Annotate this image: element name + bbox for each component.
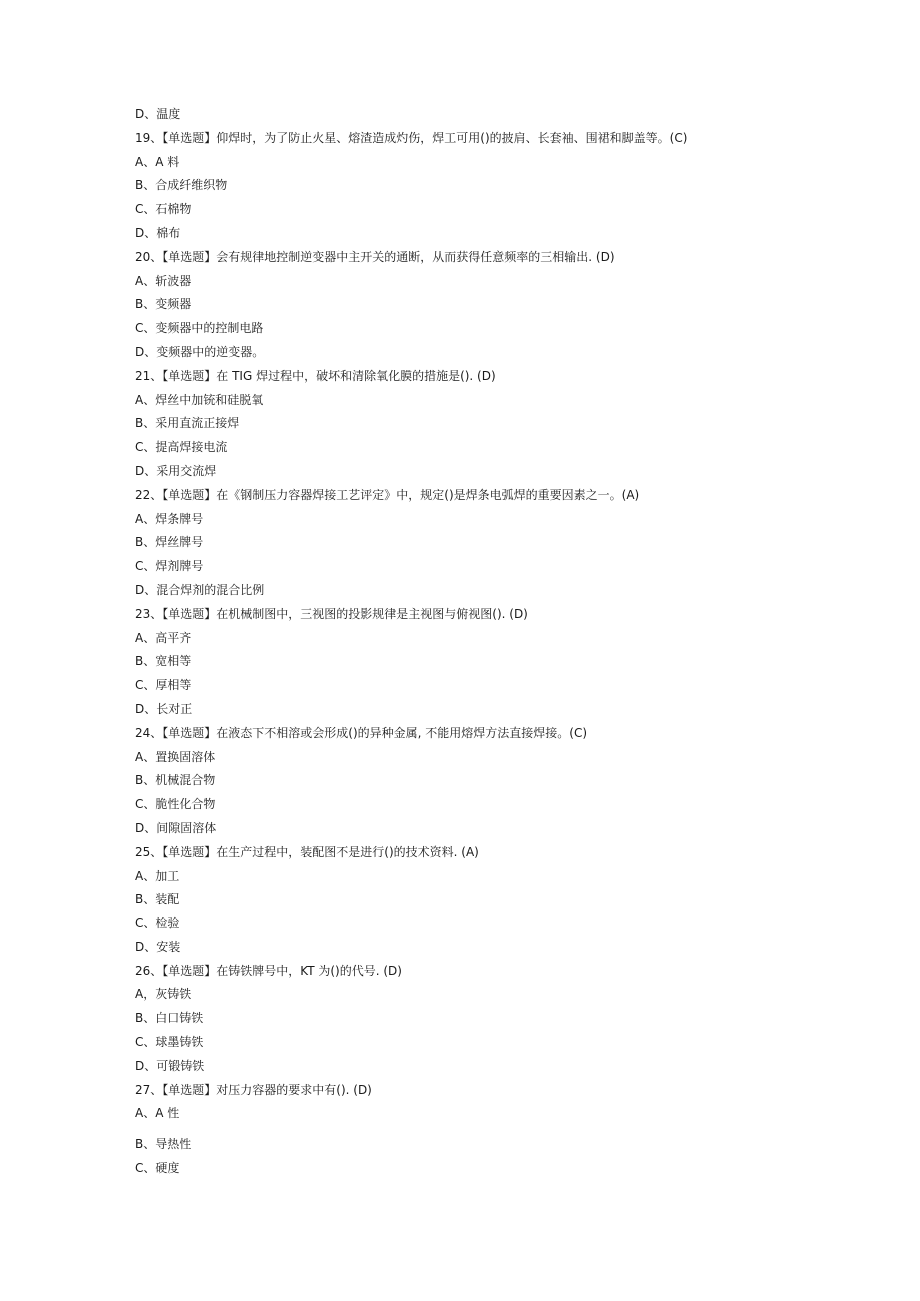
question-line: 22、【单选题】在《钢制压力容器焊接工艺评定》中，规定()是焊条电弧焊的重要因素之一。(A) [135,487,640,502]
line-gap [135,1126,855,1133]
option-line: B、导热性 [135,1137,192,1152]
option-line: B、焊丝牌号 [135,535,204,550]
option-line: C、变频器中的控制电路 [135,321,264,336]
question-line: 26、【单选题】在铸铁牌号中，KT 为()的代号. (D) [135,963,402,978]
option-line: C、厚相等 [135,678,192,693]
option-line: D、变频器中的逆变器。 [135,344,265,359]
option-line: A、焊条牌号 [135,511,204,526]
question-line: 20、【单选题】会有规律地控制逆变器中主开关的通断，从而获得任意频率的三相输出. (D) [135,249,615,264]
option-line: A、A 性 [135,1106,180,1121]
question-list [135,103,855,1181]
option-line: C、焊剂牌号 [135,559,204,574]
option-line: B、机械混合物 [135,773,216,788]
option-line: A、加工 [135,868,180,883]
option-line: A、高平齐 [135,630,192,645]
option-line: B、采用直流正接焊 [135,416,240,431]
option-line: B、宽相等 [135,654,192,669]
option-line: B、变频器 [135,297,192,312]
option-line: A、置换固溶体 [135,749,216,764]
option-line: A、A 料 [135,154,180,169]
option-line: A、斩波器 [135,273,192,288]
option-line: D、长对正 [135,701,193,716]
option-line: A、焊丝中加铳和硅脱氧 [135,392,264,407]
question-line: 23、【单选题】在机械制图中，三视图的投影规律是主视图与俯视图(). (D) [135,606,528,621]
option-line: C、检验 [135,916,180,931]
option-line: D、棉布 [135,225,181,240]
question-line: 24、【单选题】在液态下不相溶或会形成()的异种金属, 不能用熔焊方法直接焊接。(C) [135,725,588,740]
option-line: C、石棉物 [135,202,192,217]
option-line: C、球墨铸铁 [135,1035,204,1050]
option-line: D、混合焊剂的混合比例 [135,582,265,597]
option-line: B、装配 [135,892,180,907]
question-line: 27、【单选题】对压力容器的要求中有(). (D) [135,1082,372,1097]
option-line: B、合成纤维织物 [135,178,228,193]
option-line: D、安装 [135,939,181,954]
option-line: B、白口铸铁 [135,1011,204,1026]
option-line: D、采用交流焊 [135,463,217,478]
option-line: C、提高焊接电流 [135,440,228,455]
option-line: D、温度 [135,107,181,121]
option-line: C、脆性化合物 [135,797,216,812]
question-line: 19、【单选题】仰焊时，为了防止火星、熔渣造成灼伤，焊工可用()的披肩、长套袖、围裙和脚盖等。(C) [135,130,688,145]
option-line: D、间隙固溶体 [135,820,217,835]
question-line: 21、【单选题】在 TIG 焊过程中，破坏和清除氧化膜的措施是(). (D) [135,368,496,383]
option-line: A，灰铸铁 [135,987,192,1002]
option-line: D、可锻铸铁 [135,1058,205,1073]
option-line: C、硬度 [135,1161,180,1176]
question-line: 25、【单选题】在生产过程中，装配图不是进行()的技术资料. (A) [135,844,479,859]
